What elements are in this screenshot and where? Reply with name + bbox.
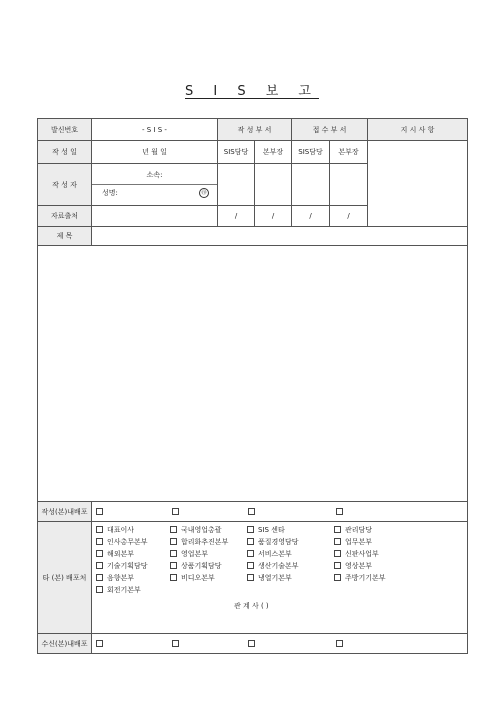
- option-label: 인사총무본부: [107, 538, 148, 546]
- checkbox-icon: [247, 538, 254, 545]
- option-label: 합리화추진본부: [181, 538, 229, 546]
- affiliation-field[interactable]: [92, 167, 217, 185]
- other-distribution-options: [92, 522, 467, 595]
- checkbox-icon: [96, 538, 103, 545]
- header-row: [38, 119, 468, 141]
- checkbox-icon: [96, 508, 103, 515]
- receive-distribution-row: [38, 634, 468, 654]
- instructions-header: 지 시 사 항: [368, 119, 468, 141]
- checkbox-icon: [334, 562, 341, 569]
- internal-checkbox-2[interactable]: [172, 508, 248, 516]
- option-label: 상품기획담당: [181, 562, 222, 570]
- option-label: 영상본부: [345, 562, 373, 570]
- checkbox-icon: [170, 550, 177, 557]
- option-label: 회전기본부: [107, 586, 141, 594]
- date-slash-2: /: [255, 206, 292, 227]
- checkbox-icon: [170, 562, 177, 569]
- checkbox-icon: [334, 550, 341, 557]
- option-label: 신판사업부: [345, 550, 379, 558]
- sis-manager-label-2: SIS담당: [292, 141, 330, 164]
- checkbox-icon: [247, 562, 254, 569]
- related-company-field[interactable]: 관 계 사 ( ): [234, 602, 269, 610]
- date-slash-1: /: [218, 206, 255, 227]
- doc-no-label: 발신번호: [38, 119, 92, 141]
- doc-no-field[interactable]: - S I S -: [92, 119, 218, 141]
- internal-checkbox-4[interactable]: [336, 508, 412, 516]
- receive-distribution-label: 수신(본)내배포: [38, 634, 92, 654]
- option-label: SIS 센타: [258, 526, 285, 534]
- instructions-field[interactable]: [368, 141, 468, 227]
- sign-box-sis-2[interactable]: [292, 164, 330, 206]
- option-label: 해외본부: [107, 550, 135, 558]
- other-distribution-option[interactable]: [96, 573, 170, 583]
- subject-label: 제 목: [38, 227, 92, 246]
- other-distribution-row: [38, 522, 468, 634]
- other-distribution-option[interactable]: [170, 537, 247, 547]
- other-distribution-option[interactable]: [334, 573, 404, 583]
- sign-box-sis-1[interactable]: [218, 164, 255, 206]
- affiliation-label: 소속:: [146, 171, 163, 179]
- receive-checkbox-2[interactable]: [172, 640, 248, 648]
- receive-checkbox-3[interactable]: [248, 640, 336, 648]
- other-distribution-option[interactable]: [247, 561, 334, 571]
- seal-icon: ㊞: [199, 188, 209, 198]
- option-label: 주방기기본부: [345, 574, 386, 582]
- option-label: 대표이사: [107, 526, 135, 534]
- sis-manager-label-1: SIS담당: [218, 141, 255, 164]
- option-label: 생산기술본부: [258, 562, 299, 570]
- division-head-label-2: 본부장: [330, 141, 368, 164]
- date-field[interactable]: 년 월 일: [92, 141, 218, 164]
- checkbox-icon: [247, 526, 254, 533]
- receiving-dept-header: 접 수 부 서: [292, 119, 368, 141]
- checkbox-icon: [96, 586, 103, 593]
- checkbox-icon: [96, 562, 103, 569]
- checkbox-icon: [170, 538, 177, 545]
- sign-box-head-2[interactable]: [330, 164, 368, 206]
- internal-distribution-label: 작성(본)내배포: [38, 502, 92, 522]
- option-label: 품질경영담당: [258, 538, 299, 546]
- receive-checkbox-1[interactable]: [96, 640, 172, 648]
- other-distribution-option[interactable]: [96, 585, 170, 595]
- checkbox-icon: [170, 574, 177, 581]
- name-label: 성명:: [102, 189, 118, 197]
- other-distribution-option[interactable]: [334, 525, 404, 535]
- option-label: 음향본부: [107, 574, 135, 582]
- division-head-label-1: 본부장: [255, 141, 292, 164]
- option-label: 영업본부: [181, 550, 209, 558]
- page-title: S I S 보 고: [185, 84, 319, 99]
- date-label: 작 성 일: [38, 141, 92, 164]
- checkbox-icon: [96, 640, 103, 647]
- subject-row: [38, 227, 468, 246]
- other-distribution-option[interactable]: [170, 549, 247, 559]
- internal-distribution-row: [38, 502, 468, 522]
- date-slash-4: /: [330, 206, 368, 227]
- checkbox-icon: [248, 640, 255, 647]
- checkbox-icon: [247, 574, 254, 581]
- checkbox-icon: [172, 640, 179, 647]
- date-slash-3: /: [292, 206, 330, 227]
- option-label: 업무본부: [345, 538, 373, 546]
- other-distribution-option[interactable]: [334, 537, 404, 547]
- writing-dept-header: 작 성 부 서: [218, 119, 292, 141]
- other-distribution-option[interactable]: [170, 525, 247, 535]
- other-distribution-option[interactable]: [96, 549, 170, 559]
- option-label: 냉열기본부: [258, 574, 292, 582]
- checkbox-icon: [96, 550, 103, 557]
- other-distribution-option[interactable]: [170, 573, 247, 583]
- option-label: 비디오본부: [181, 574, 215, 582]
- subject-field[interactable]: [92, 227, 468, 246]
- checkbox-icon: [336, 640, 343, 647]
- other-distribution-label: 타 (본) 배포처: [38, 522, 92, 634]
- option-label: 서비스본부: [258, 550, 292, 558]
- author-label: 작 성 자: [38, 164, 92, 206]
- source-label: 자료출처: [38, 206, 92, 227]
- option-label: 국내영업총괄: [181, 526, 222, 534]
- other-distribution-option[interactable]: [247, 549, 334, 559]
- checkbox-icon: [96, 526, 103, 533]
- other-distribution-option[interactable]: [334, 549, 404, 559]
- checkbox-icon: [334, 526, 341, 533]
- source-field[interactable]: [92, 206, 218, 227]
- other-distribution-option[interactable]: [170, 561, 247, 571]
- other-distribution-option[interactable]: [96, 561, 170, 571]
- date-row: [38, 141, 468, 164]
- internal-checkbox-1[interactable]: [96, 508, 172, 516]
- report-body[interactable]: [38, 246, 468, 502]
- option-label: 관리담당: [345, 526, 373, 534]
- other-distribution-option[interactable]: [96, 525, 170, 535]
- receive-checkbox-4[interactable]: [336, 640, 412, 648]
- option-label: 기술기획담당: [107, 562, 148, 570]
- checkbox-icon: [172, 508, 179, 515]
- other-distribution-option[interactable]: [96, 537, 170, 547]
- other-distribution-option[interactable]: [247, 525, 334, 535]
- checkbox-icon: [334, 538, 341, 545]
- checkbox-icon: [248, 508, 255, 515]
- other-distribution-option[interactable]: [334, 561, 404, 571]
- checkbox-icon: [336, 508, 343, 515]
- checkbox-icon: [170, 526, 177, 533]
- other-distribution-option[interactable]: [247, 537, 334, 547]
- report-form: [37, 118, 468, 654]
- checkbox-icon: [334, 574, 341, 581]
- body-row: [38, 246, 468, 502]
- name-field[interactable]: [92, 185, 217, 202]
- sign-box-head-1[interactable]: [255, 164, 292, 206]
- other-distribution-option[interactable]: [247, 573, 334, 583]
- checkbox-icon: [96, 574, 103, 581]
- internal-checkbox-3[interactable]: [248, 508, 336, 516]
- checkbox-icon: [247, 550, 254, 557]
